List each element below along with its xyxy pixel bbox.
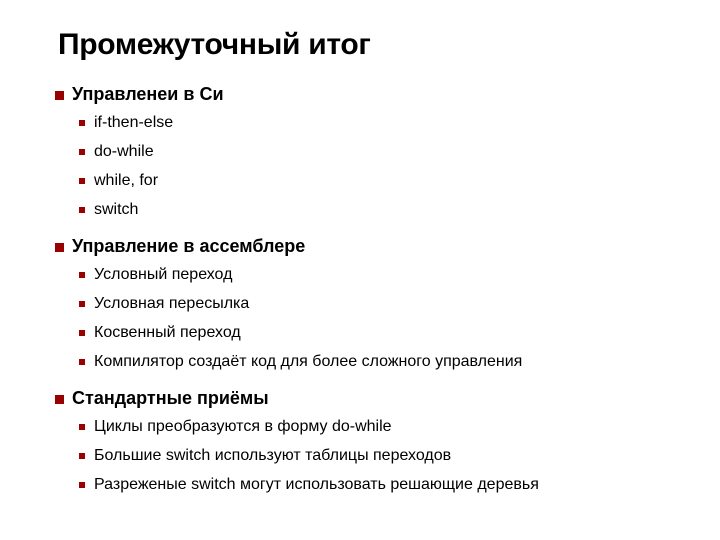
list-item-label: if-then-else	[94, 113, 174, 131]
list-item	[55, 137, 695, 166]
list-item-label: Условный переход	[94, 265, 233, 283]
list-item-label: Компилятор создаёт код для более сложного управления	[94, 352, 523, 370]
sub-list	[55, 412, 695, 499]
list-item-label: Условная пересылка	[94, 294, 250, 312]
small-square-bullet-icon	[79, 359, 85, 365]
list-item	[55, 318, 695, 347]
list-item	[55, 347, 695, 376]
small-square-bullet-icon	[79, 272, 85, 278]
small-square-bullet-icon	[79, 424, 85, 430]
section-asm-control	[55, 232, 695, 376]
section-head	[55, 232, 695, 260]
list-item	[55, 412, 695, 441]
section-label: Управленеи в Си	[72, 83, 224, 104]
list-item-label: do-while	[94, 142, 154, 160]
list-item	[55, 108, 695, 137]
list-item	[55, 260, 695, 289]
slide-title: Промежуточный итог	[58, 28, 371, 61]
section-c-control	[55, 80, 695, 224]
small-square-bullet-icon	[79, 149, 85, 155]
section-standard-techniques	[55, 384, 695, 499]
sub-list	[55, 260, 695, 376]
small-square-bullet-icon	[79, 120, 85, 126]
list-item	[55, 166, 695, 195]
small-square-bullet-icon	[79, 301, 85, 307]
square-bullet-icon	[55, 395, 64, 404]
small-square-bullet-icon	[79, 178, 85, 184]
section-label: Управление в ассемблере	[72, 235, 306, 256]
list-item-label: switch	[94, 200, 139, 218]
small-square-bullet-icon	[79, 453, 85, 459]
list-item	[55, 195, 695, 224]
list-item-label: Разреженые switch могут использовать решающие деревья	[94, 475, 539, 493]
square-bullet-icon	[55, 91, 64, 100]
section-head	[55, 80, 695, 108]
section-head	[55, 384, 695, 412]
list-item-label: Циклы преобразуются в форму do-while	[94, 417, 392, 435]
small-square-bullet-icon	[79, 482, 85, 488]
list-item	[55, 470, 695, 499]
sub-list	[55, 108, 695, 224]
small-square-bullet-icon	[79, 207, 85, 213]
small-square-bullet-icon	[79, 330, 85, 336]
list-item-label: Большие switch используют таблицы переходов	[94, 446, 452, 464]
slide-content	[55, 80, 695, 507]
section-label: Стандартные приёмы	[72, 387, 269, 408]
square-bullet-icon	[55, 243, 64, 252]
list-item	[55, 289, 695, 318]
list-item-label: while, for	[94, 171, 159, 189]
list-item-label: Косвенный переход	[94, 323, 241, 341]
list-item	[55, 441, 695, 470]
